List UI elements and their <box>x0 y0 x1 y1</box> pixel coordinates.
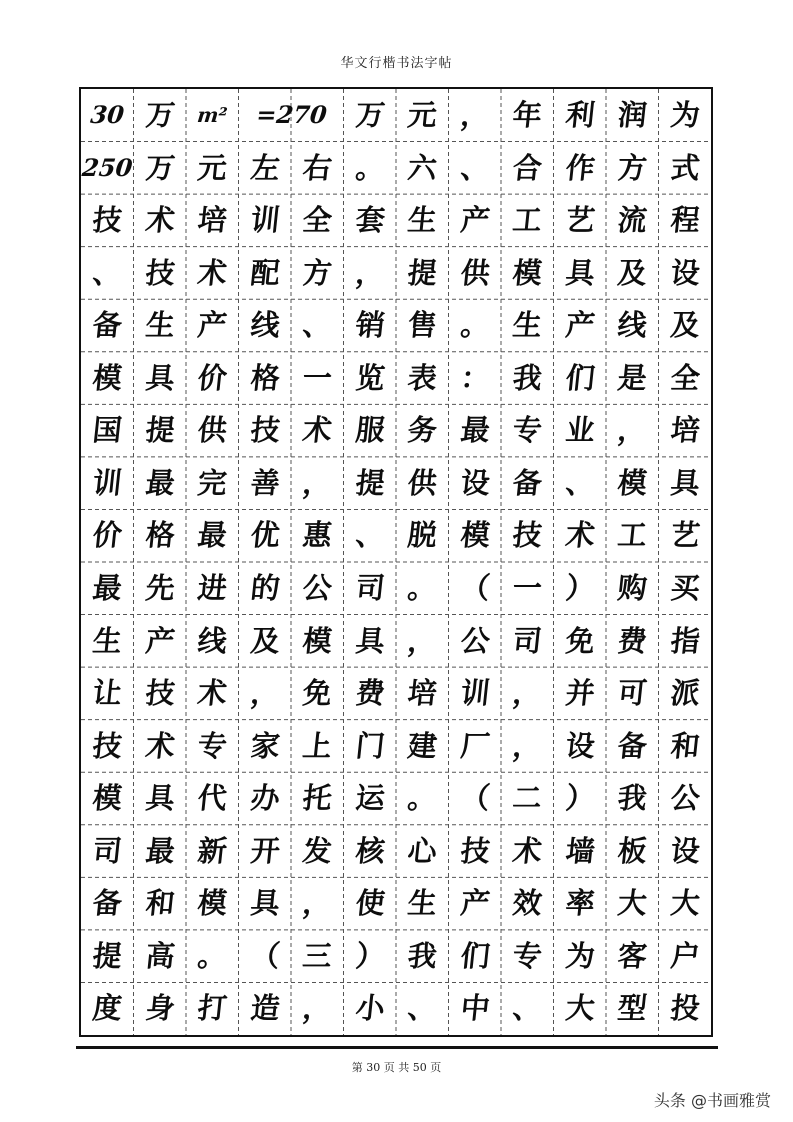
grid-char: 艺 <box>668 518 702 553</box>
grid-char: 、 <box>91 255 124 290</box>
grid-char: 。 <box>196 938 229 973</box>
grid-char: 公 <box>668 780 702 815</box>
grid-char: 指 <box>668 623 702 658</box>
grid-char: 最 <box>91 570 124 605</box>
grid-char: 费 <box>616 623 649 658</box>
grid-char: 工 <box>511 202 544 237</box>
grid-char: 年 <box>511 97 544 132</box>
grid-char: 户 <box>668 938 702 973</box>
grid-char: 运 <box>353 780 387 815</box>
grid-char: =270 <box>254 100 328 130</box>
grid-char: 生 <box>91 623 124 658</box>
grid-char: 免 <box>301 675 334 710</box>
grid-char: 型 <box>616 991 649 1026</box>
grid-char: 具 <box>248 886 282 921</box>
grid-char: 表 <box>406 360 439 395</box>
grid-char: 技 <box>91 202 124 237</box>
grid-char: 务 <box>406 413 439 448</box>
grid-char: （ <box>458 780 492 815</box>
grid-char: 司 <box>91 833 124 868</box>
grid-char: 专 <box>511 938 544 973</box>
grid-char: 方 <box>301 255 334 290</box>
grid-char: 及 <box>248 623 282 658</box>
grid-char: 高 <box>143 938 177 973</box>
grid-char: 术 <box>143 728 177 763</box>
grid-char: 最 <box>458 413 492 448</box>
grid-char: 中 <box>458 991 492 1026</box>
grid-char: 全 <box>301 202 334 237</box>
grid-char: 客 <box>616 938 649 973</box>
grid-char: 提 <box>353 465 387 500</box>
grid-char: 大 <box>563 991 597 1026</box>
grid-char: 打 <box>196 991 229 1026</box>
grid-char: 线 <box>196 623 229 658</box>
grid-char: 国 <box>91 413 124 448</box>
grid-char: 善 <box>248 465 282 500</box>
grid-char: 产 <box>143 623 177 658</box>
grid-char: 模 <box>301 623 334 658</box>
grid-char: 。 <box>353 150 387 185</box>
grid-char: 我 <box>511 360 544 395</box>
page-number: 第 30 页 共 50 页 <box>351 1061 442 1074</box>
grid-char: ， <box>248 675 282 710</box>
grid-char: 效 <box>511 886 544 921</box>
grid-char: 买 <box>668 570 702 605</box>
grid-char: 润 <box>616 97 649 132</box>
grid-char: 、 <box>563 465 597 500</box>
grid-char: m² <box>196 103 229 128</box>
grid-char: 免 <box>563 623 597 658</box>
page-title: 华文行楷书法字帖 <box>340 56 453 71</box>
grid-char: 格 <box>248 360 282 395</box>
grid-char: 式 <box>668 150 702 185</box>
grid-char: 一 <box>511 570 544 605</box>
grid-char: 元 <box>406 97 439 132</box>
grid-char: 新 <box>196 833 229 868</box>
grid-char: ） <box>353 938 387 973</box>
grid-char: 为 <box>668 97 702 132</box>
grid-char: 。 <box>406 570 439 605</box>
grid-char: 培 <box>196 202 229 237</box>
grid-char: 训 <box>91 465 124 500</box>
grid-char: 价 <box>91 518 124 553</box>
grid-char: 心 <box>406 833 439 868</box>
grid-char: 销 <box>353 307 387 342</box>
grid-char: 技 <box>143 675 177 710</box>
grid-char: 费 <box>353 675 387 710</box>
grid-char: 大 <box>668 886 702 921</box>
grid-char: 并 <box>563 675 597 710</box>
grid-char: 可 <box>616 675 649 710</box>
grid-char: 建 <box>406 728 439 763</box>
character-cells <box>81 89 711 1035</box>
grid-char: 是 <box>616 360 649 395</box>
grid-char: 技 <box>458 833 492 868</box>
grid-char: 优 <box>248 518 282 553</box>
grid-char: 最 <box>196 518 229 553</box>
grid-char: 上 <box>301 728 334 763</box>
grid-char: 培 <box>406 675 439 710</box>
grid-char: 产 <box>458 202 492 237</box>
grid-char: 技 <box>511 518 544 553</box>
watermark-text: 头条 @书画雅赏 <box>653 1091 771 1110</box>
grid-char: 和 <box>668 728 702 763</box>
grid-char: ： <box>458 360 492 395</box>
grid-char: 设 <box>458 465 492 500</box>
grid-char: ） <box>563 780 597 815</box>
grid-char: 、 <box>406 991 439 1026</box>
grid-char: 小 <box>353 991 387 1026</box>
grid-char: 六 <box>406 150 439 185</box>
grid-char: 备 <box>91 307 124 342</box>
grid-char: 右 <box>301 150 334 185</box>
grid-char: 造 <box>248 991 282 1026</box>
grid-char: 发 <box>301 833 334 868</box>
grid-char: 250 <box>80 152 134 182</box>
grid-char: 模 <box>91 780 124 815</box>
grid-char: 和 <box>143 886 177 921</box>
grid-char: ） <box>563 570 597 605</box>
grid-char: 供 <box>406 465 439 500</box>
grid-char: 生 <box>406 202 439 237</box>
grid-char: （ <box>458 570 492 605</box>
grid-char: （ <box>248 938 282 973</box>
grid-char: 完 <box>196 465 229 500</box>
grid-char: 投 <box>668 991 702 1026</box>
grid-char: ， <box>511 728 544 763</box>
grid-char: 配 <box>248 255 282 290</box>
grid-char: 术 <box>301 413 334 448</box>
grid-char: 价 <box>196 360 229 395</box>
grid-char: 套 <box>353 202 387 237</box>
grid-char: 提 <box>91 938 124 973</box>
grid-char: 术 <box>563 518 597 553</box>
grid-char: 提 <box>143 413 177 448</box>
grid-char: 设 <box>668 255 702 290</box>
grid-char: 模 <box>458 518 492 553</box>
grid-char: 万 <box>143 150 177 185</box>
grid-char: 家 <box>248 728 282 763</box>
grid-char: 生 <box>406 886 439 921</box>
grid-char: 设 <box>563 728 597 763</box>
grid-char: 艺 <box>563 202 597 237</box>
grid-char: 度 <box>91 991 124 1026</box>
grid-char: 厂 <box>458 728 492 763</box>
grid-char: 技 <box>248 413 282 448</box>
grid-char: 格 <box>143 518 177 553</box>
grid-char: 大 <box>616 886 649 921</box>
grid-char: 术 <box>196 675 229 710</box>
grid-char: 最 <box>143 465 177 500</box>
grid-char: 办 <box>248 780 282 815</box>
grid-char: ， <box>301 465 334 500</box>
grid-char: 元 <box>196 150 229 185</box>
grid-char: 备 <box>91 886 124 921</box>
grid-char: 。 <box>406 780 439 815</box>
grid-char: 产 <box>196 307 229 342</box>
grid-char: 30 <box>89 100 126 130</box>
grid-char: 门 <box>353 728 387 763</box>
grid-char: 具 <box>143 780 177 815</box>
grid-char: 开 <box>248 833 282 868</box>
grid-char: ， <box>353 255 387 290</box>
grid-char: 一 <box>301 360 334 395</box>
grid-char: 术 <box>196 255 229 290</box>
grid-char: 万 <box>353 97 387 132</box>
grid-char: 派 <box>668 675 702 710</box>
grid-char: 术 <box>511 833 544 868</box>
grid-char: 作 <box>563 150 597 185</box>
grid-char: 惠 <box>301 518 334 553</box>
grid-char: 模 <box>616 465 649 500</box>
grid-char: ， <box>511 675 544 710</box>
grid-char: 产 <box>458 886 492 921</box>
grid-char: ， <box>458 97 492 132</box>
grid-char: 公 <box>301 570 334 605</box>
grid-char: 生 <box>511 307 544 342</box>
grid-char: 公 <box>458 623 492 658</box>
grid-char: 工 <box>616 518 649 553</box>
grid-char: 备 <box>616 728 649 763</box>
grid-char: 术 <box>143 202 177 237</box>
grid-char: 左 <box>248 150 282 185</box>
grid-char: 使 <box>353 886 387 921</box>
grid-char: 。 <box>458 307 492 342</box>
grid-char: 模 <box>511 255 544 290</box>
grid-char: 技 <box>91 728 124 763</box>
bottom-rule <box>76 1046 718 1049</box>
grid-char: 提 <box>406 255 439 290</box>
grid-char: 具 <box>143 360 177 395</box>
grid-char: 产 <box>563 307 597 342</box>
grid-char: 览 <box>353 360 387 395</box>
grid-char: 司 <box>511 623 544 658</box>
grid-char: 三 <box>301 938 334 973</box>
grid-char: 最 <box>143 833 177 868</box>
grid-char: 二 <box>511 780 544 815</box>
grid-char: 板 <box>616 833 649 868</box>
grid-char: 及 <box>616 255 649 290</box>
grid-char: 模 <box>196 886 229 921</box>
grid-char: ， <box>301 886 334 921</box>
grid-char: 供 <box>196 413 229 448</box>
grid-char: 生 <box>143 307 177 342</box>
grid-char: 为 <box>563 938 597 973</box>
grid-char: 服 <box>353 413 387 448</box>
grid-char: 我 <box>616 780 649 815</box>
grid-char: 身 <box>143 991 177 1026</box>
grid-char: 全 <box>668 360 702 395</box>
grid-char: 模 <box>91 360 124 395</box>
grid-char: 司 <box>353 570 387 605</box>
grid-char: 线 <box>616 307 649 342</box>
grid-char: ， <box>406 623 439 658</box>
grid-char: 方 <box>616 150 649 185</box>
grid-char: 具 <box>353 623 387 658</box>
grid-char: 脱 <box>406 518 439 553</box>
grid-char: 设 <box>668 833 702 868</box>
grid-char: 备 <box>511 465 544 500</box>
grid-char: 程 <box>668 202 702 237</box>
calligraphy-grid <box>79 87 713 1037</box>
grid-char: 训 <box>248 202 282 237</box>
grid-char: 代 <box>196 780 229 815</box>
grid-char: 售 <box>406 307 439 342</box>
grid-char: 及 <box>668 307 702 342</box>
grid-char: 利 <box>563 97 597 132</box>
grid-char: 先 <box>143 570 177 605</box>
grid-char: 专 <box>196 728 229 763</box>
grid-char: 率 <box>563 886 597 921</box>
grid-char: 合 <box>511 150 544 185</box>
grid-char: 们 <box>563 360 597 395</box>
grid-char: 业 <box>563 413 597 448</box>
grid-char: 、 <box>353 518 387 553</box>
grid-char: 线 <box>248 307 282 342</box>
grid-char: 购 <box>616 570 649 605</box>
grid-char: 训 <box>458 675 492 710</box>
grid-char: 供 <box>458 255 492 290</box>
grid-char: 、 <box>458 150 492 185</box>
grid-char: 我 <box>406 938 439 973</box>
grid-char: 培 <box>668 413 702 448</box>
grid-char: 进 <box>196 570 229 605</box>
grid-char: 托 <box>301 780 334 815</box>
grid-char: 流 <box>616 202 649 237</box>
grid-char: 墙 <box>563 833 597 868</box>
grid-char: 具 <box>668 465 702 500</box>
grid-char: 万 <box>143 97 177 132</box>
grid-char: 的 <box>248 570 282 605</box>
grid-char: 、 <box>301 307 334 342</box>
grid-char: ， <box>301 991 334 1026</box>
grid-char: 具 <box>563 255 597 290</box>
grid-char: 、 <box>511 991 544 1026</box>
grid-char: 核 <box>353 833 387 868</box>
grid-char: 让 <box>91 675 124 710</box>
grid-char: 专 <box>511 413 544 448</box>
grid-char: 技 <box>143 255 177 290</box>
grid-char: ， <box>616 413 649 448</box>
grid-char: 们 <box>458 938 492 973</box>
